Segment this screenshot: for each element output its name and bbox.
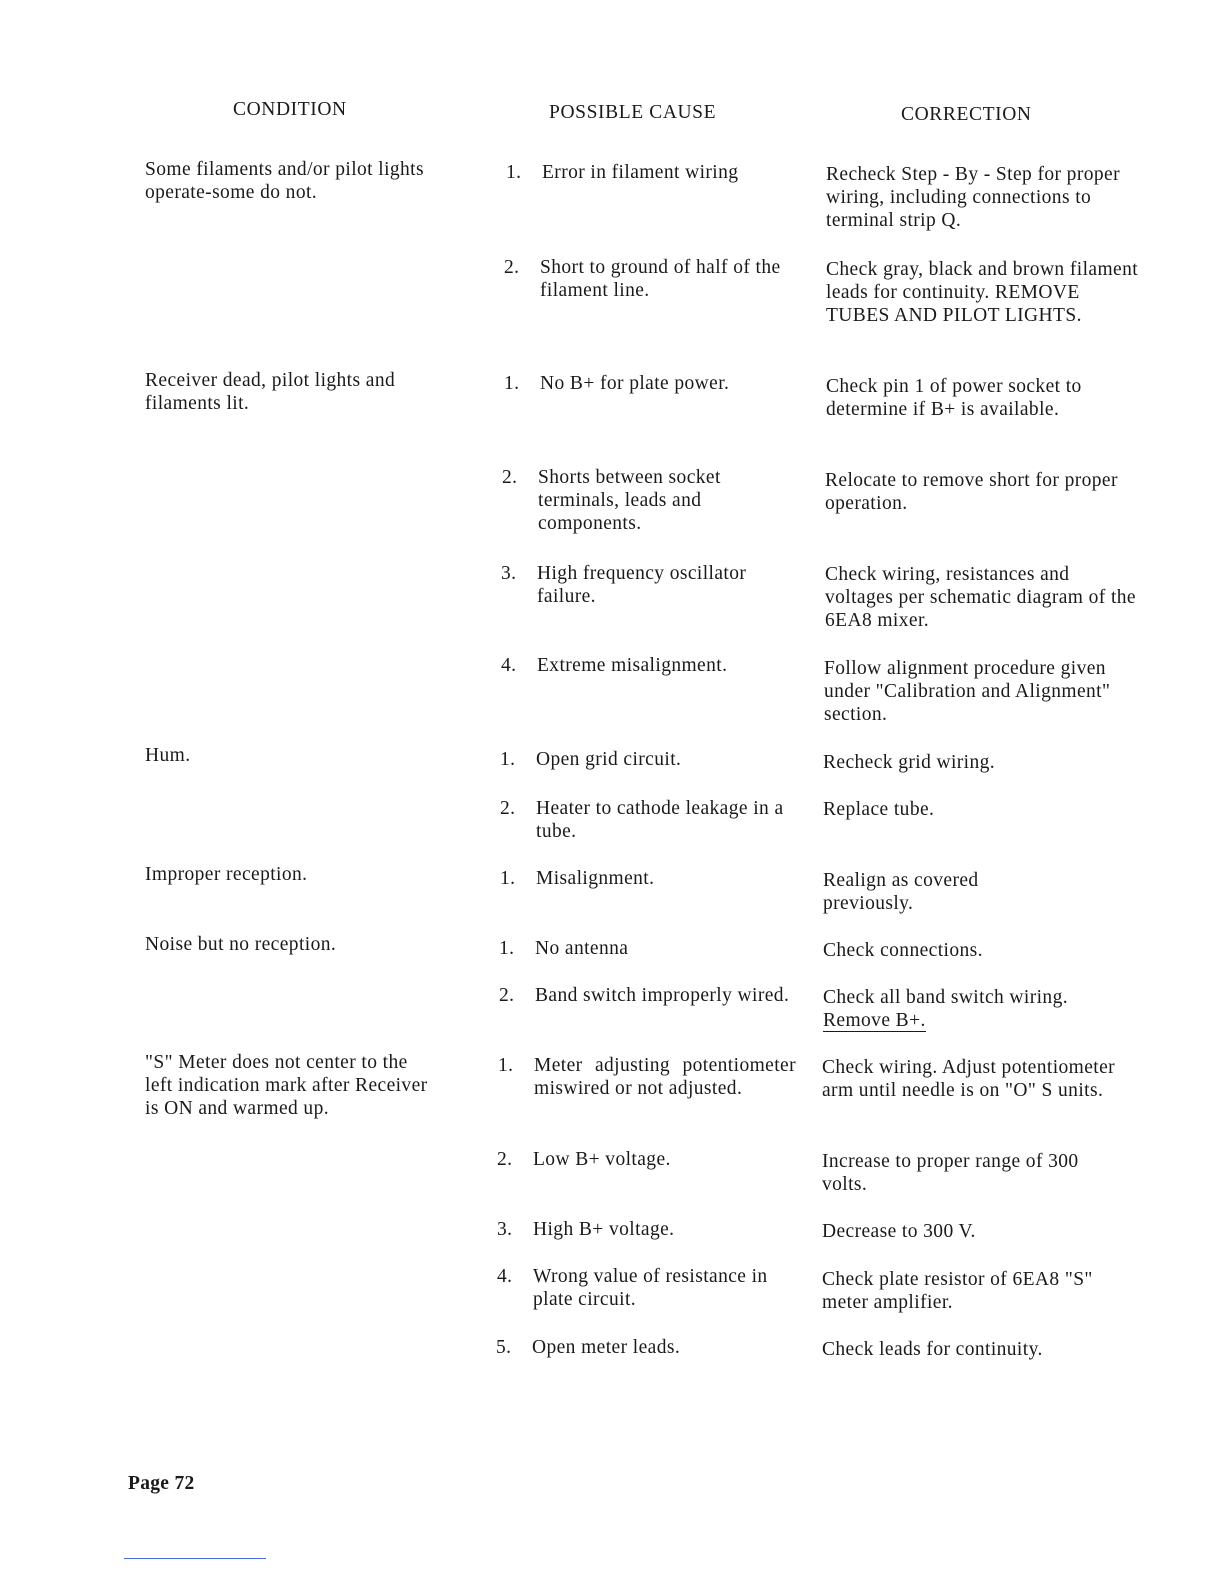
page-number: Page 72 bbox=[128, 1473, 195, 1494]
correction-text: Check wiring. Adjust potentiometer arm until needle is on "O" S units. bbox=[822, 1057, 1116, 1101]
cause-number: 4. bbox=[497, 1266, 513, 1287]
cause-number: 1. bbox=[499, 938, 515, 959]
cause-text: Short to ground of half of the filament line. bbox=[540, 257, 781, 301]
condition-filaments: Some filaments and/or pilot lights operate-some do not. bbox=[145, 159, 424, 203]
correction-header: CORRECTION bbox=[901, 104, 1032, 125]
cause-number: 3. bbox=[501, 563, 517, 584]
cause-number: 1. bbox=[500, 749, 516, 770]
correction-text: Check wiring, resistances and voltages per schematic diagram of the 6EA8 mixer. bbox=[825, 564, 1136, 631]
condition-header: CONDITION bbox=[233, 99, 347, 120]
cause-text: Extreme misalignment. bbox=[537, 655, 728, 676]
correction-text: Check gray, black and brown filament leads for continuity. REMOVE TUBES AND PILOT LIGHTS. bbox=[826, 259, 1139, 326]
cause-text: Band switch improperly wired. bbox=[535, 985, 790, 1006]
cause-number: 1. bbox=[506, 162, 522, 183]
cause-text: Open grid circuit. bbox=[536, 749, 682, 770]
correction-text: Check all band switch wiring. bbox=[823, 987, 1069, 1008]
correction-text: Check plate resistor of 6EA8 "S" meter amplifier. bbox=[822, 1269, 1093, 1313]
cause-text: High B+ voltage. bbox=[533, 1219, 675, 1240]
correction-text: Check leads for continuity. bbox=[822, 1339, 1043, 1360]
correction-text: Check pin 1 of power socket to determine if B+ is available. bbox=[826, 376, 1082, 420]
correction-text: Follow alignment procedure given under "Calibration and Alignment" section. bbox=[824, 658, 1111, 725]
cause-text: Wrong value of resistance in plate circuit. bbox=[533, 1266, 768, 1310]
cause-number: 2. bbox=[499, 985, 515, 1006]
cause-number: 2. bbox=[504, 257, 520, 278]
cause-text: Low B+ voltage. bbox=[533, 1149, 671, 1170]
correction-underlined-text: Remove B+. bbox=[823, 1010, 926, 1031]
correction-text: Decrease to 300 V. bbox=[822, 1221, 976, 1242]
cause-text: No B+ for plate power. bbox=[540, 373, 730, 394]
cause-text: Open meter leads. bbox=[532, 1337, 681, 1358]
correction-text: Replace tube. bbox=[823, 799, 935, 820]
cause-text: No antenna bbox=[535, 938, 629, 959]
correction-text: Relocate to remove short for proper operation. bbox=[825, 470, 1118, 514]
cause-number: 4. bbox=[501, 655, 517, 676]
cause-number: 2. bbox=[500, 798, 516, 819]
cause-number: 1. bbox=[498, 1055, 514, 1076]
cause-text: Shorts between socket terminals, leads and components. bbox=[538, 467, 721, 534]
condition-s-meter: "S" Meter does not center to the left indication mark after Receiver is ON and warmed up. bbox=[145, 1052, 428, 1119]
correction-text: Recheck grid wiring. bbox=[823, 752, 996, 773]
cause-number: 1. bbox=[504, 373, 520, 394]
bottom-divider bbox=[124, 1558, 266, 1559]
correction-text: Recheck Step - By - Step for proper wiring, including connections to terminal strip Q. bbox=[826, 164, 1120, 231]
possible-cause-header: POSSIBLE CAUSE bbox=[549, 102, 717, 123]
cause-number: 2. bbox=[502, 467, 518, 488]
correction-text: Check connections. bbox=[823, 940, 983, 961]
cause-text: Error in filament wiring bbox=[542, 162, 739, 183]
condition-noise: Noise but no reception. bbox=[145, 934, 337, 955]
cause-text: High frequency oscillator failure. bbox=[537, 563, 747, 607]
condition-receiver-dead: Receiver dead, pilot lights and filaments lit. bbox=[145, 370, 396, 414]
cause-number: 1. bbox=[500, 868, 516, 889]
correction-text: Increase to proper range of 300 volts. bbox=[822, 1151, 1079, 1195]
cause-number: 2. bbox=[497, 1149, 513, 1170]
cause-text: Heater to cathode leakage in a tube. bbox=[536, 798, 784, 842]
cause-number: 5. bbox=[496, 1337, 512, 1358]
cause-text: Meter adjusting potentiometer miswired or not adjusted. bbox=[534, 1055, 796, 1099]
cause-text: Misalignment. bbox=[536, 868, 655, 889]
correction-block bbox=[823, 986, 1139, 1032]
condition-improper-reception: Improper reception. bbox=[145, 864, 308, 885]
cause-number: 3. bbox=[497, 1219, 513, 1240]
correction-text: Realign as covered previously. bbox=[823, 870, 979, 914]
condition-hum: Hum. bbox=[145, 745, 191, 766]
